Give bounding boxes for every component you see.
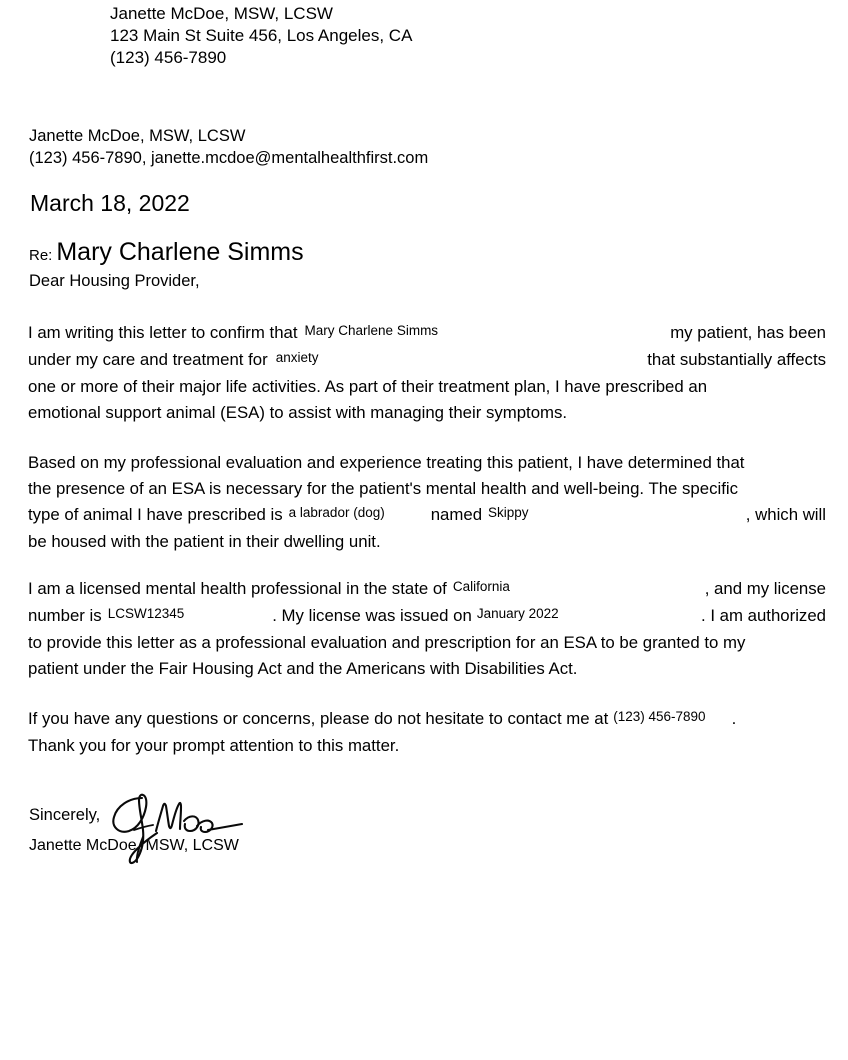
paragraph-4: [28, 706, 826, 759]
p1-text-before: I am writing this letter to confirm that: [28, 323, 298, 342]
paragraph-2-line-3: [28, 502, 826, 529]
p3-text-after-2: . I am authorized: [701, 606, 826, 625]
p3-text-middle: . My license was issued on: [272, 606, 472, 625]
paragraph-1-line-2: [28, 347, 826, 374]
letterhead-name: Janette McDoe, MSW, LCSW: [110, 4, 333, 23]
paragraph-4-line-1: [28, 706, 826, 733]
p3-text-after: , and my license: [704, 579, 826, 598]
paragraph-3-line-4: patient under the Fair Housing Act and the Americans with Disabilities Act.: [28, 659, 578, 678]
sender-contact: (123) 456-7890, janette.mcdoe@mentalhealthfirst.com: [29, 149, 429, 167]
p1-text-before-2: under my care and treatment for: [28, 350, 268, 369]
field-patient-name: Mary Charlene Simms: [304, 323, 439, 338]
paragraph-1-line-4: emotional support animal (ESA) to assist with managing their symptoms.: [28, 403, 568, 422]
field-contact-phone: (123) 456-7890: [613, 709, 706, 724]
field-license-number: LCSW12345: [107, 606, 185, 621]
letterhead-address: 123 Main St Suite 456, Los Angeles, CA: [110, 26, 413, 45]
field-state: California: [452, 579, 510, 594]
paragraph-3-line-1: [28, 576, 826, 603]
field-animal-type: a labrador (dog): [288, 505, 385, 520]
signature-block: [29, 806, 239, 855]
salutation: Dear Housing Provider,: [29, 272, 200, 290]
sender-name: Janette McDoe, MSW, LCSW: [29, 127, 246, 145]
p2-text-middle: named: [430, 505, 483, 524]
paragraph-3-line-3: to provide this letter as a professional evaluation and prescription for an ESA to be granted to my: [28, 633, 746, 652]
signer-name: Janette McDoe, MSW, LCSW: [29, 837, 239, 854]
p4-text-before: If you have any questions or concerns, please do not hesitate to contact me at: [28, 709, 609, 728]
sender-block: [29, 125, 428, 169]
letterhead-block: [110, 3, 412, 69]
paragraph-3-line-2: [28, 603, 826, 630]
field-animal-name: Skippy: [488, 505, 529, 520]
subject-label: Re:: [29, 247, 53, 264]
paragraph-2-line-2: the presence of an ESA is necessary for the patient's mental health and well-being. The specific: [28, 479, 738, 498]
field-issue-date: January 2022: [476, 606, 559, 621]
paragraph-2: [28, 450, 826, 555]
p2-text-after: , which will: [745, 505, 826, 524]
paragraph-4-line-2: Thank you for your prompt attention to this matter.: [28, 736, 400, 755]
closing-text: Sincerely,: [29, 806, 101, 824]
paragraph-3: [28, 576, 826, 682]
paragraph-2-line-4: be housed with the patient in their dwelling unit.: [28, 532, 381, 551]
p1-text-after: my patient, has been: [670, 323, 826, 342]
p3-text-before-2: number is: [28, 606, 102, 625]
paragraph-1: [28, 320, 826, 426]
subject-line: [29, 238, 304, 267]
paragraph-1-line-1: [28, 320, 826, 347]
p3-text-before: I am a licensed mental health professional in the state of: [28, 579, 447, 598]
letterhead-phone: (123) 456-7890: [110, 48, 227, 67]
p1-text-after-2: that substantially affects: [647, 350, 826, 369]
letter-date: March 18, 2022: [30, 190, 190, 216]
field-condition: anxiety: [275, 350, 319, 365]
p4-text-after: .: [731, 709, 737, 728]
p2-text-before: type of animal I have prescribed is: [28, 505, 283, 524]
subject-value: Mary Charlene Simms: [56, 238, 304, 266]
paragraph-1-line-3: one or more of their major life activities. As part of their treatment plan, I have prescribed an: [28, 377, 708, 396]
paragraph-2-line-1: Based on my professional evaluation and experience treating this patient, I have determined that: [28, 453, 745, 472]
